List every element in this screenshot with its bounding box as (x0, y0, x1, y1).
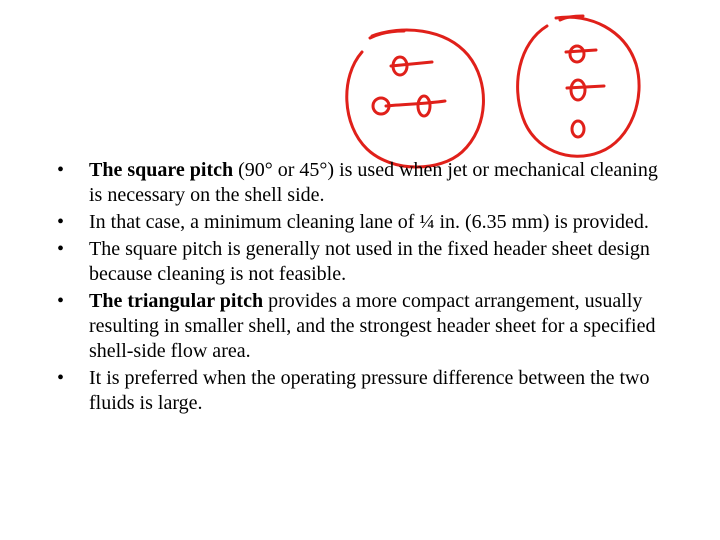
bullet-item-square-pitch (54, 158, 664, 208)
bullet-item-pressure-difference (54, 366, 664, 416)
triangular-pitch-tube-1 (570, 46, 584, 62)
bullet-item-cleaning-lane (54, 210, 664, 235)
square-pitch-tube-bottom-left (373, 98, 389, 114)
square-pitch-circle (347, 30, 484, 167)
bullet-text: It is preferred when the operating pressure difference between the two fluids is large. (89, 367, 650, 414)
bullet-list (54, 158, 664, 418)
triangular-pitch-circle-tail (560, 16, 583, 20)
bullet-text: (90° or 45°) is used when jet or mechanical cleaning is necessary on the shell side. (89, 159, 658, 206)
bullet-dot: • (57, 290, 65, 312)
bullet-text: The square pitch is generally not used in the fixed header sheet design because cleaning is not feasible. (89, 238, 650, 285)
bullet-bold-text: The square pitch (89, 159, 234, 181)
bullet-dot: • (57, 159, 65, 181)
square-pitch-bottom-stroke (386, 101, 445, 106)
bullet-dot: • (57, 211, 65, 233)
bullet-bold-text: The triangular pitch (89, 290, 264, 312)
triangular-pitch-circle (518, 17, 639, 156)
square-pitch-tube-top (393, 57, 407, 75)
triangular-pitch-tube-2 (571, 80, 585, 100)
square-pitch-tube-bottom-right (418, 96, 430, 116)
square-pitch-tube-top-stroke (391, 62, 432, 66)
triangular-pitch-tube-3 (572, 121, 584, 137)
bullet-dot: • (57, 367, 65, 389)
bullet-dot: • (57, 238, 65, 260)
bullet-item-fixed-header (54, 237, 664, 287)
triangular-pitch-tube-1-stroke (566, 50, 596, 52)
bullet-item-triangular-pitch (54, 289, 664, 364)
triangular-pitch-tube-2-stroke (567, 86, 604, 88)
square-pitch-circle-tail (370, 31, 404, 38)
bullet-text: provides a more compact arrangement, usually resulting in smaller shell, and the strongest header sheet for a specified shell-side flow area. (89, 290, 656, 362)
bullet-text: In that case, a minimum cleaning lane of ¼ in. (6.35 mm) is provided. (89, 211, 649, 233)
